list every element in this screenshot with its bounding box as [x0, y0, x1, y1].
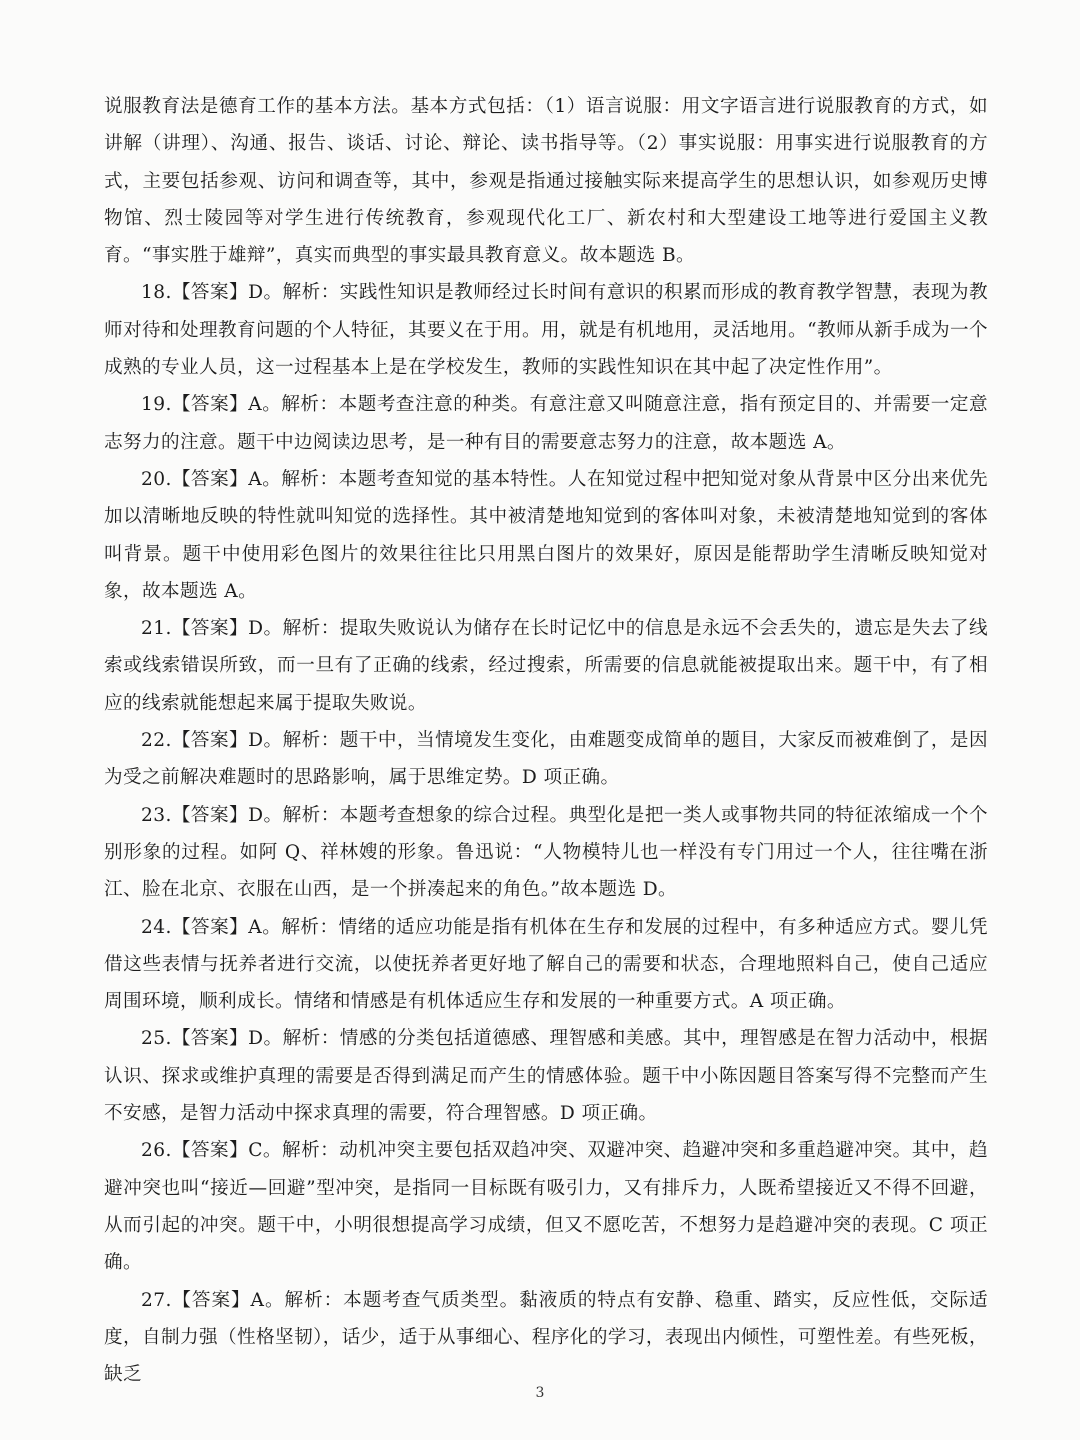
- paragraph-24: 24.【答案】A。解析：情绪的适应功能是指有机体在生存和发展的过程中，有多种适应方式。婴儿凭借这些表情与抚养者进行交流，以使抚养者更好地了解自己的需要和状态，合理地照料自己，使自己适应周围环境，顺利成长。情绪和情感是有机体适应生存和发展的一种重要方式。A 项正确。: [104, 916, 988, 1013]
- paragraph-17-continued: 说服教育法是德育工作的基本方法。基本方式包括：（1）语言说服：用文字语言进行说服教育的方式，如讲解（讲理）、沟通、报告、谈话、讨论、辩论、读书指导等。（2）事实说服：用事实进行说服教育的方式，主要包括参观、访问和调查等，其中，参观是指通过接触实际来提高学生的思想认识，如参观历史博物馆、烈士陵园等对学生进行传统教育，参观现代化工厂、新农村和大型建设工地等进行爱国主义教育。“事实胜于雄辩”，真实而典型的事实最具教育意义。故本题选 B。: [104, 96, 988, 267]
- document-body: [104, 88, 988, 1393]
- page-number: 3: [535, 1385, 545, 1401]
- paragraph-26: 26.【答案】C。解析：动机冲突主要包括双趋冲突、双避冲突、趋避冲突和多重趋避冲突。其中，趋避冲突也叫“接近—回避”型冲突，是指同一目标既有吸引力，又有排斥力，人既希望接近又不得不回避，从而引起的冲突。题干中，小明很想提高学习成绩，但又不愿吃苦，不想努力是趋避冲突的表现。C 项正确。: [104, 1140, 988, 1274]
- paragraph-20: 20.【答案】A。解析：本题考查知觉的基本特性。人在知觉过程中把知觉对象从背景中区分出来优先加以清晰地反映的特性就叫知觉的选择性。其中被清楚地知觉到的客体叫对象，未被清楚地知觉到的客体叫背景。题干中使用彩色图片的效果往往比只用黑白图片的效果好，原因是能帮助学生清晰反映知觉对象，故本题选 A。: [104, 468, 988, 602]
- paragraph-23: 23.【答案】D。解析：本题考查想象的综合过程。典型化是把一类人或事物共同的特征浓缩成一个个别形象的过程。如阿 Q、祥林嫂的形象。鲁迅说：“人物模特儿也一样没有专门用过一个人，往往嘴在浙江、脸在北京、衣服在山西，是一个拼凑起来的角色。”故本题选 D。: [104, 804, 988, 901]
- paragraph-21: 21.【答案】D。解析：提取失败说认为储存在长时记忆中的信息是永远不会丢失的，遗忘是失去了线索或线索错误所致，而一旦有了正确的线索，经过搜索，所需要的信息就能被提取出来。题干中，有了相应的线索就能想起来属于提取失败说。: [104, 618, 988, 714]
- paragraph-22: 22.【答案】D。解析：题干中，当情境发生变化，由难题变成简单的题目，大家反而被难倒了，是因为受之前解决难题时的思路影响，属于思维定势。D 项正确。: [104, 730, 988, 789]
- paragraph-18: 18.【答案】D。解析：实践性知识是教师经过长时间有意识的积累而形成的教育教学智慧，表现为教师对待和处理教育问题的个人特征，其要义在于用。用，就是有机地用，灵活地用。“教师从新手成为一个成熟的专业人员，这一过程基本上是在学校发生，教师的实践性知识在其中起了决定性作用”。: [104, 282, 988, 379]
- paragraph-19: 19.【答案】A。解析：本题考查注意的种类。有意注意又叫随意注意，指有预定目的、并需要一定意志努力的注意。题干中边阅读边思考，是一种有目的需要意志努力的注意，故本题选 A。: [104, 394, 988, 453]
- paragraph-27: 27.【答案】A。解析：本题考查气质类型。黏液质的特点有安静、稳重、踏实，反应性低，交际适度，自制力强（性格坚韧），话少，适于从事细心、程序化的学习，表现出内倾性，可塑性差。有些死板，缺乏: [104, 1289, 988, 1386]
- paragraph-25: 25.【答案】D。解析：情感的分类包括道德感、理智感和美感。其中，理智感是在智力活动中，根据认识、探求或维护真理的需要是否得到满足而产生的情感体验。题干中小陈因题目答案写得不完整而产生不安感，是智力活动中探求真理的需要，符合理智感。D 项正确。: [104, 1028, 988, 1125]
